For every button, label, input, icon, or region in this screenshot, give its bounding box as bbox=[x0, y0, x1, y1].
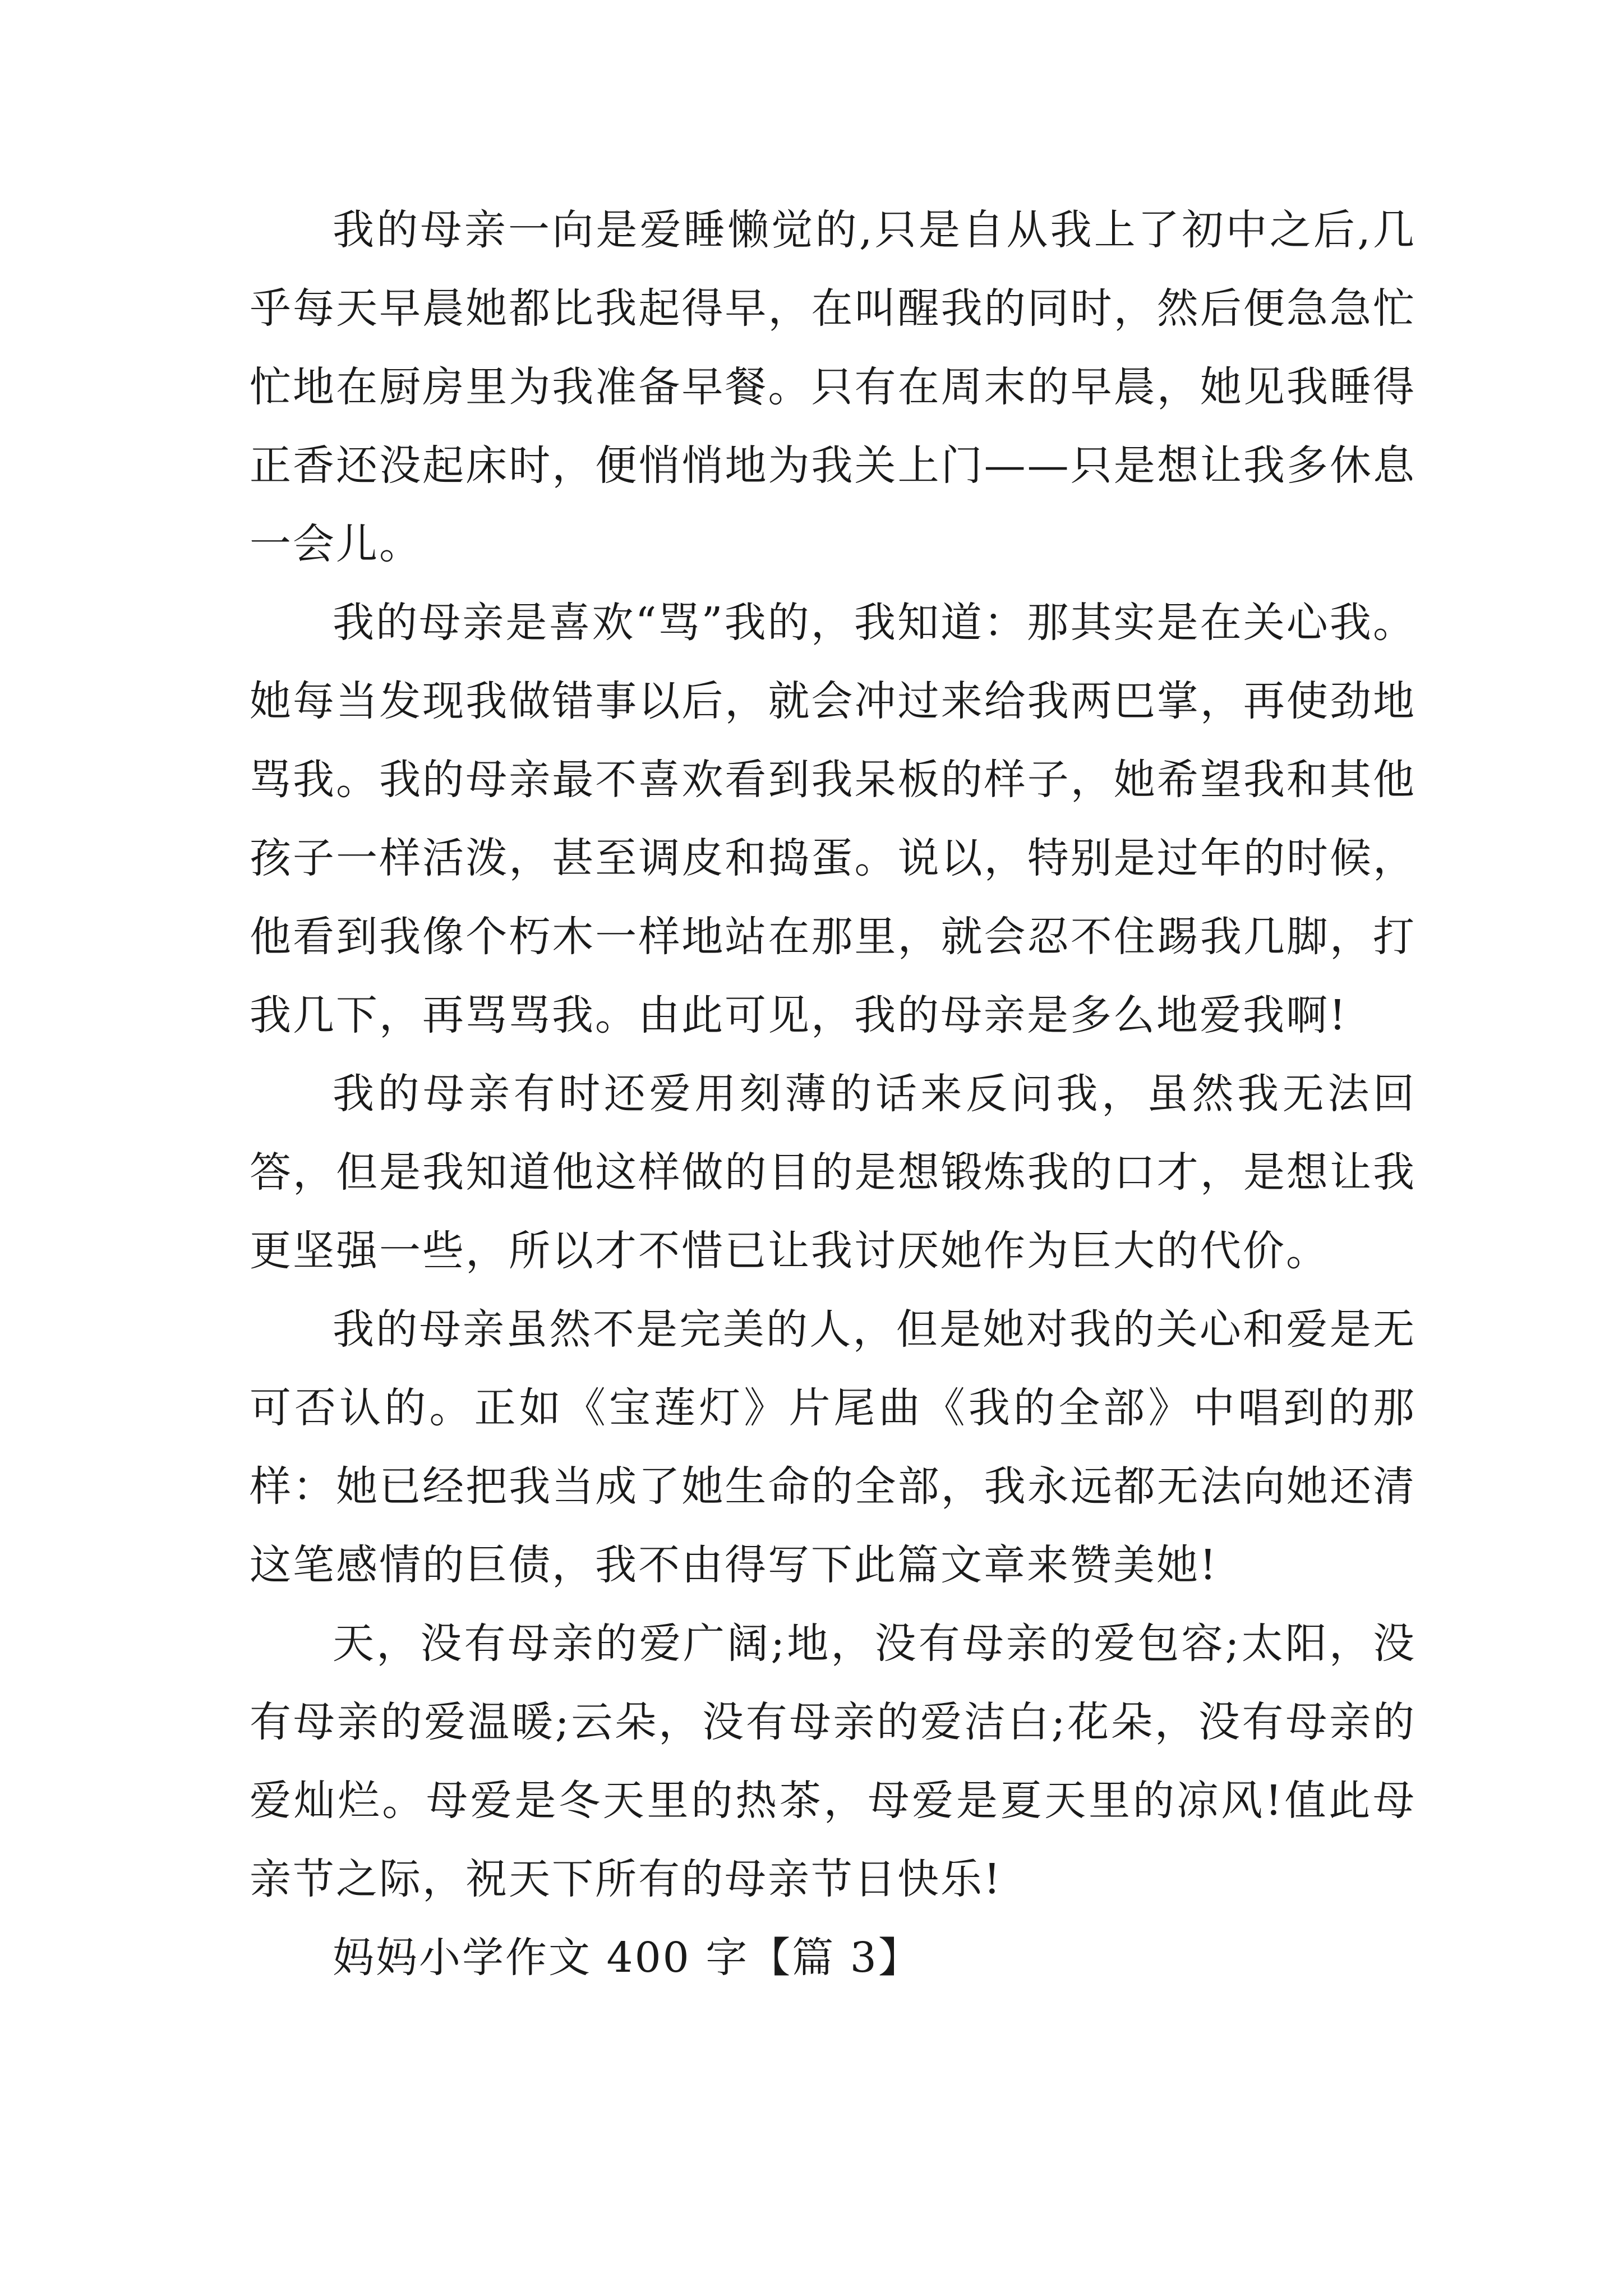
section-heading: 妈妈小学作文 400 字【篇 3】 bbox=[333, 1934, 921, 1982]
paragraph: 我的母亲虽然不是完美的人，但是她对我的关心和爱是无可否认的。正如《宝莲灯》片尾曲《我的全部》中唱到的那样：她已经把我当成了她生命的全部，我永远都无法向她还清这笔感情的巨债，我不由得写下此篇文章来赞美她! bbox=[250, 1305, 1416, 1589]
document-body bbox=[250, 191, 1416, 1997]
paragraph: 我的母亲一向是爱睡懒觉的,只是自从我上了初中之后,几乎每天早晨她都比我起得早，在叫醒我的同时，然后便急急忙忙地在厨房里为我准备早餐。只有在周末的早晨，她见我睡得正香还没起床时，便悄悄地为我关上门——只是想让我多休息一会儿。 bbox=[250, 206, 1416, 568]
paragraph: 我的母亲是喜欢“骂”我的，我知道：那其实是在关心我。她每当发现我做错事以后，就会冲过来给我两巴掌，再使劲地骂我。我的母亲最不喜欢看到我呆板的样子，她希望我和其他孩子一样活泼，甚至调皮和捣蛋。说以，特别是过年的时候，他看到我像个朽木一样地站在那里，就会忍不住踢我几脚，打我几下，再骂骂我。由此可见，我的母亲是多么地爱我啊! bbox=[250, 599, 1416, 1039]
paragraph: 天，没有母亲的爱广阔;地，没有母亲的爱包容;太阳，没有母亲的爱温暖;云朵，没有母亲的爱洁白;花朵，没有母亲的爱灿烂。母爱是冬天里的热茶，母爱是夏天里的凉风!值此母亲节之际，祝天下所有的母亲节日快乐! bbox=[250, 1619, 1416, 1903]
paragraph: 我的母亲有时还爱用刻薄的话来反问我，虽然我无法回答，但是我知道他这样做的目的是想锻炼我的口才，是想让我更坚强一些，所以才不惜已让我讨厌她作为巨大的代价。 bbox=[250, 1070, 1416, 1275]
